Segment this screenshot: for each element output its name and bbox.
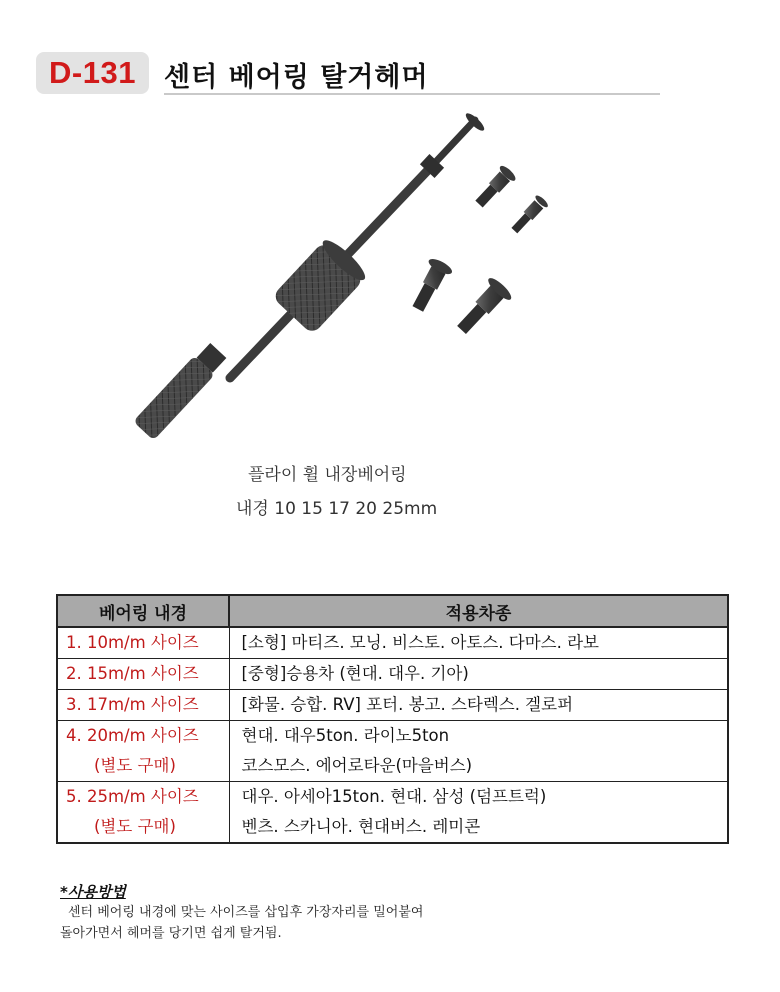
application-table [56,594,729,844]
adapter-image-4 [451,275,515,340]
caption-line-1: 플라이 휠 내장베어링 [248,465,407,485]
adapter-image-3 [406,256,454,315]
size-cell [57,690,229,721]
vehicles-label: 대우. 아세아15ton. 현대. 삼성 (덤프트럭) [241,787,547,806]
usage-line-1: 센터 베어링 내경에 맞는 사이즈를 삽입후 가장자리를 밀어붙여 [68,905,424,920]
table-row [57,627,728,659]
vehicles-cell [229,659,728,690]
table-row [57,690,728,721]
size-label: 2. 15m/m 사이즈 [66,664,199,683]
adapter-image-1 [472,164,518,211]
caption-line-2: 내경 10 15 17 20 25mm [236,499,438,519]
size-cell [57,721,229,782]
product-title: 센터 베어링 탈거헤머 [164,62,429,93]
vehicles-label: 벤츠. 스카니아. 현대버스. 레미콘 [241,817,481,836]
table-row [57,721,728,782]
purchase-note: (별도 구매) [94,817,176,836]
table-row [57,782,728,844]
vehicles-cell [229,721,728,782]
vehicles-cell [229,690,728,721]
photo-caption [236,458,476,526]
table-header-row [57,595,728,627]
vehicles-cell [229,627,728,659]
size-label: 1. 10m/m 사이즈 [66,633,199,652]
size-label: 3. 17m/m 사이즈 [66,695,199,714]
product-code-badge: D-131 [36,52,149,94]
vehicles-label: [화물. 승합. RV] 포터. 봉고. 스타렉스. 겔로퍼 [241,695,574,714]
size-cell [57,659,229,690]
purchase-note: (별도 구매) [94,756,176,775]
column-header-vehicles: 적용차종 [229,595,728,627]
vehicles-label: 현대. 대우5ton. 라이노5ton [241,726,450,745]
product-header [36,52,660,96]
vehicles-label: [중형]승용차 (현대. 대우. 기아) [241,664,469,683]
size-label: 4. 20m/m 사이즈 [66,726,199,745]
size-cell [57,782,229,844]
product-photo [130,108,570,458]
usage-instructions [60,882,660,944]
title-underline [164,93,660,95]
column-header-bearing-size: 베어링 내경 [57,595,229,627]
table-row [57,659,728,690]
vehicles-label: [소형] 마티즈. 모닝. 비스토. 아토스. 다마스. 라보 [241,633,599,652]
vehicles-cell [229,782,728,844]
usage-line-2: 돌아가면서 헤머를 당기면 쉽게 탈거됨. [60,926,282,941]
size-cell [57,627,229,659]
vehicles-label: 코스모스. 에어로타운(마을버스) [241,756,473,775]
size-label: 5. 25m/m 사이즈 [66,787,199,806]
usage-title: *사용방법 [60,883,126,901]
adapter-image-2 [509,194,550,236]
